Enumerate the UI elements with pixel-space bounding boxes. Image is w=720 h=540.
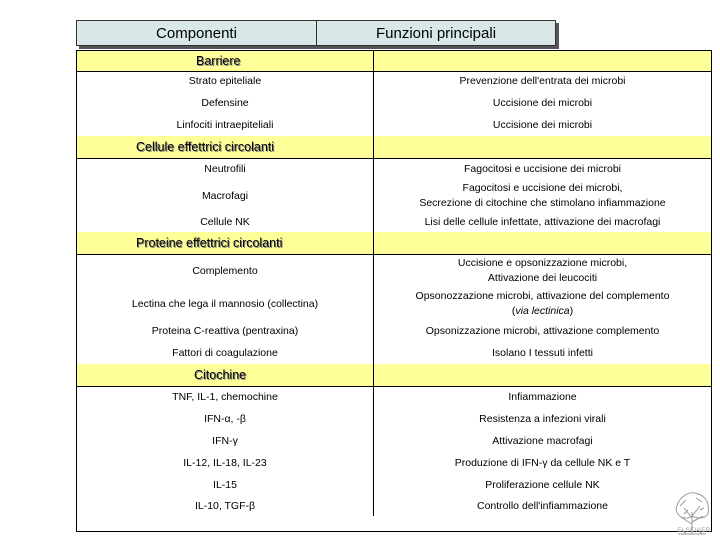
function-cell <box>374 92 711 114</box>
function-text: Uccisione e opsonizzazione microbi, <box>457 257 628 269</box>
component-cell <box>77 288 374 320</box>
function-cell <box>374 496 711 516</box>
function-cell <box>374 408 711 430</box>
function-text: Uccisione dei microbi <box>492 118 593 131</box>
function-text: Lisi delle cellule infettate, attivazione dei macrofagi <box>424 215 661 228</box>
function-text: Proliferazione cellule NK <box>485 478 600 491</box>
table-row <box>77 452 711 474</box>
section-title: Citochine <box>194 368 247 382</box>
function-cell <box>374 254 711 288</box>
function-cell <box>374 212 711 232</box>
elsevier-logo-text: ELSEVIER <box>677 528 711 534</box>
component-cell <box>77 342 374 364</box>
component-name: Defensine <box>201 96 249 109</box>
component-name: IL-12, IL-18, IL-23 <box>183 456 267 469</box>
section-header <box>77 51 711 72</box>
function-text: Controllo dell'infiammazione <box>477 499 608 512</box>
table-row <box>77 408 711 430</box>
component-name: Fattori di coagulazione <box>172 346 278 359</box>
function-text: Infiammazione <box>508 390 577 403</box>
component-cell <box>77 212 374 232</box>
component-cell <box>77 254 374 288</box>
component-name: Lectina che lega il mannosio (collectina) <box>131 297 319 310</box>
component-cell <box>77 474 374 496</box>
table-row <box>77 288 711 320</box>
component-cell <box>77 452 374 474</box>
component-name: IFN-γ <box>212 434 238 447</box>
function-text: Resistenza a infezioni virali <box>479 412 606 425</box>
function-cell <box>374 71 711 92</box>
table-row <box>77 92 711 114</box>
function-text: Fagocitosi e uccisione dei microbi <box>464 162 621 175</box>
table-row <box>77 254 711 288</box>
component-cell <box>77 430 374 452</box>
table-row <box>77 474 711 496</box>
component-cell <box>77 320 374 342</box>
table-row <box>77 158 711 180</box>
function-text: Prevenzione dell'entrata dei microbi <box>459 75 626 87</box>
component-cell <box>77 496 374 516</box>
function-text: Attivazione dei leucociti <box>487 272 598 284</box>
component-name: IL-15 <box>213 478 237 491</box>
component-name: Neutrofili <box>204 162 246 175</box>
column-divider <box>373 51 374 71</box>
function-cell <box>374 158 711 180</box>
section-title: Cellule effettrici circolanti <box>136 140 275 154</box>
section-title: Proteine effettrici circolanti <box>136 236 283 250</box>
function-cell <box>374 452 711 474</box>
function-cell <box>374 320 711 342</box>
component-name: Strato epiteliale <box>188 75 262 87</box>
table-row <box>77 114 711 137</box>
section-header <box>77 232 711 255</box>
header-funzioni-principali: Funzioni principali <box>316 20 556 46</box>
section-title: Barriere <box>196 54 241 68</box>
component-name: Proteina C-reattiva (pentraxina) <box>151 324 299 337</box>
section-header <box>77 364 711 387</box>
function-text: Attivazione macrofagi <box>492 434 593 447</box>
column-divider <box>373 136 374 158</box>
section-header <box>77 136 711 159</box>
function-text: (via lectinica) <box>511 305 574 317</box>
component-name: Macrofagi <box>201 189 249 202</box>
table-row <box>77 342 711 365</box>
component-name: IL-10, TGF-β <box>194 499 256 512</box>
component-name: IFN-α, -β <box>204 412 246 425</box>
function-cell <box>374 386 711 408</box>
function-cell <box>374 180 711 212</box>
component-cell <box>77 180 374 212</box>
column-divider <box>373 364 374 386</box>
table-row <box>77 496 711 516</box>
table-row <box>77 180 711 212</box>
component-name: Complemento <box>192 264 258 277</box>
component-cell <box>77 158 374 180</box>
header-componenti: Componenti <box>76 20 316 46</box>
function-cell <box>374 114 711 136</box>
function-cell <box>374 474 711 496</box>
component-cell <box>77 386 374 408</box>
table-row <box>77 386 711 408</box>
function-text: Isolano I tessuti infetti <box>492 346 593 359</box>
component-name: Linfociti intraepiteliali <box>176 118 274 131</box>
table-row <box>77 71 711 92</box>
component-cell <box>77 114 374 136</box>
function-cell <box>374 288 711 320</box>
table-row <box>77 320 711 342</box>
function-text: Produzione di IFN-γ da cellule NK e T <box>454 456 631 469</box>
function-text: Opsonozzazione microbi, attivazione del complemento <box>415 290 670 302</box>
component-name: TNF, IL-1, chemochine <box>172 390 278 403</box>
components-table <box>76 50 712 532</box>
component-cell <box>77 408 374 430</box>
component-cell <box>77 71 374 92</box>
component-name: Cellule NK <box>200 215 250 228</box>
function-cell <box>374 430 711 452</box>
function-text: Uccisione dei microbi <box>492 96 593 109</box>
column-divider <box>373 232 374 254</box>
table-row <box>77 212 711 233</box>
table-row <box>77 430 711 452</box>
function-text: Fagocitosi e uccisione dei microbi, <box>462 182 623 194</box>
function-text: Secrezione di citochine che stimolano infiammazione <box>419 197 666 209</box>
component-cell <box>77 92 374 114</box>
function-cell <box>374 342 711 364</box>
function-text: Opsonizzazione microbi, attivazione complemento <box>425 324 660 337</box>
